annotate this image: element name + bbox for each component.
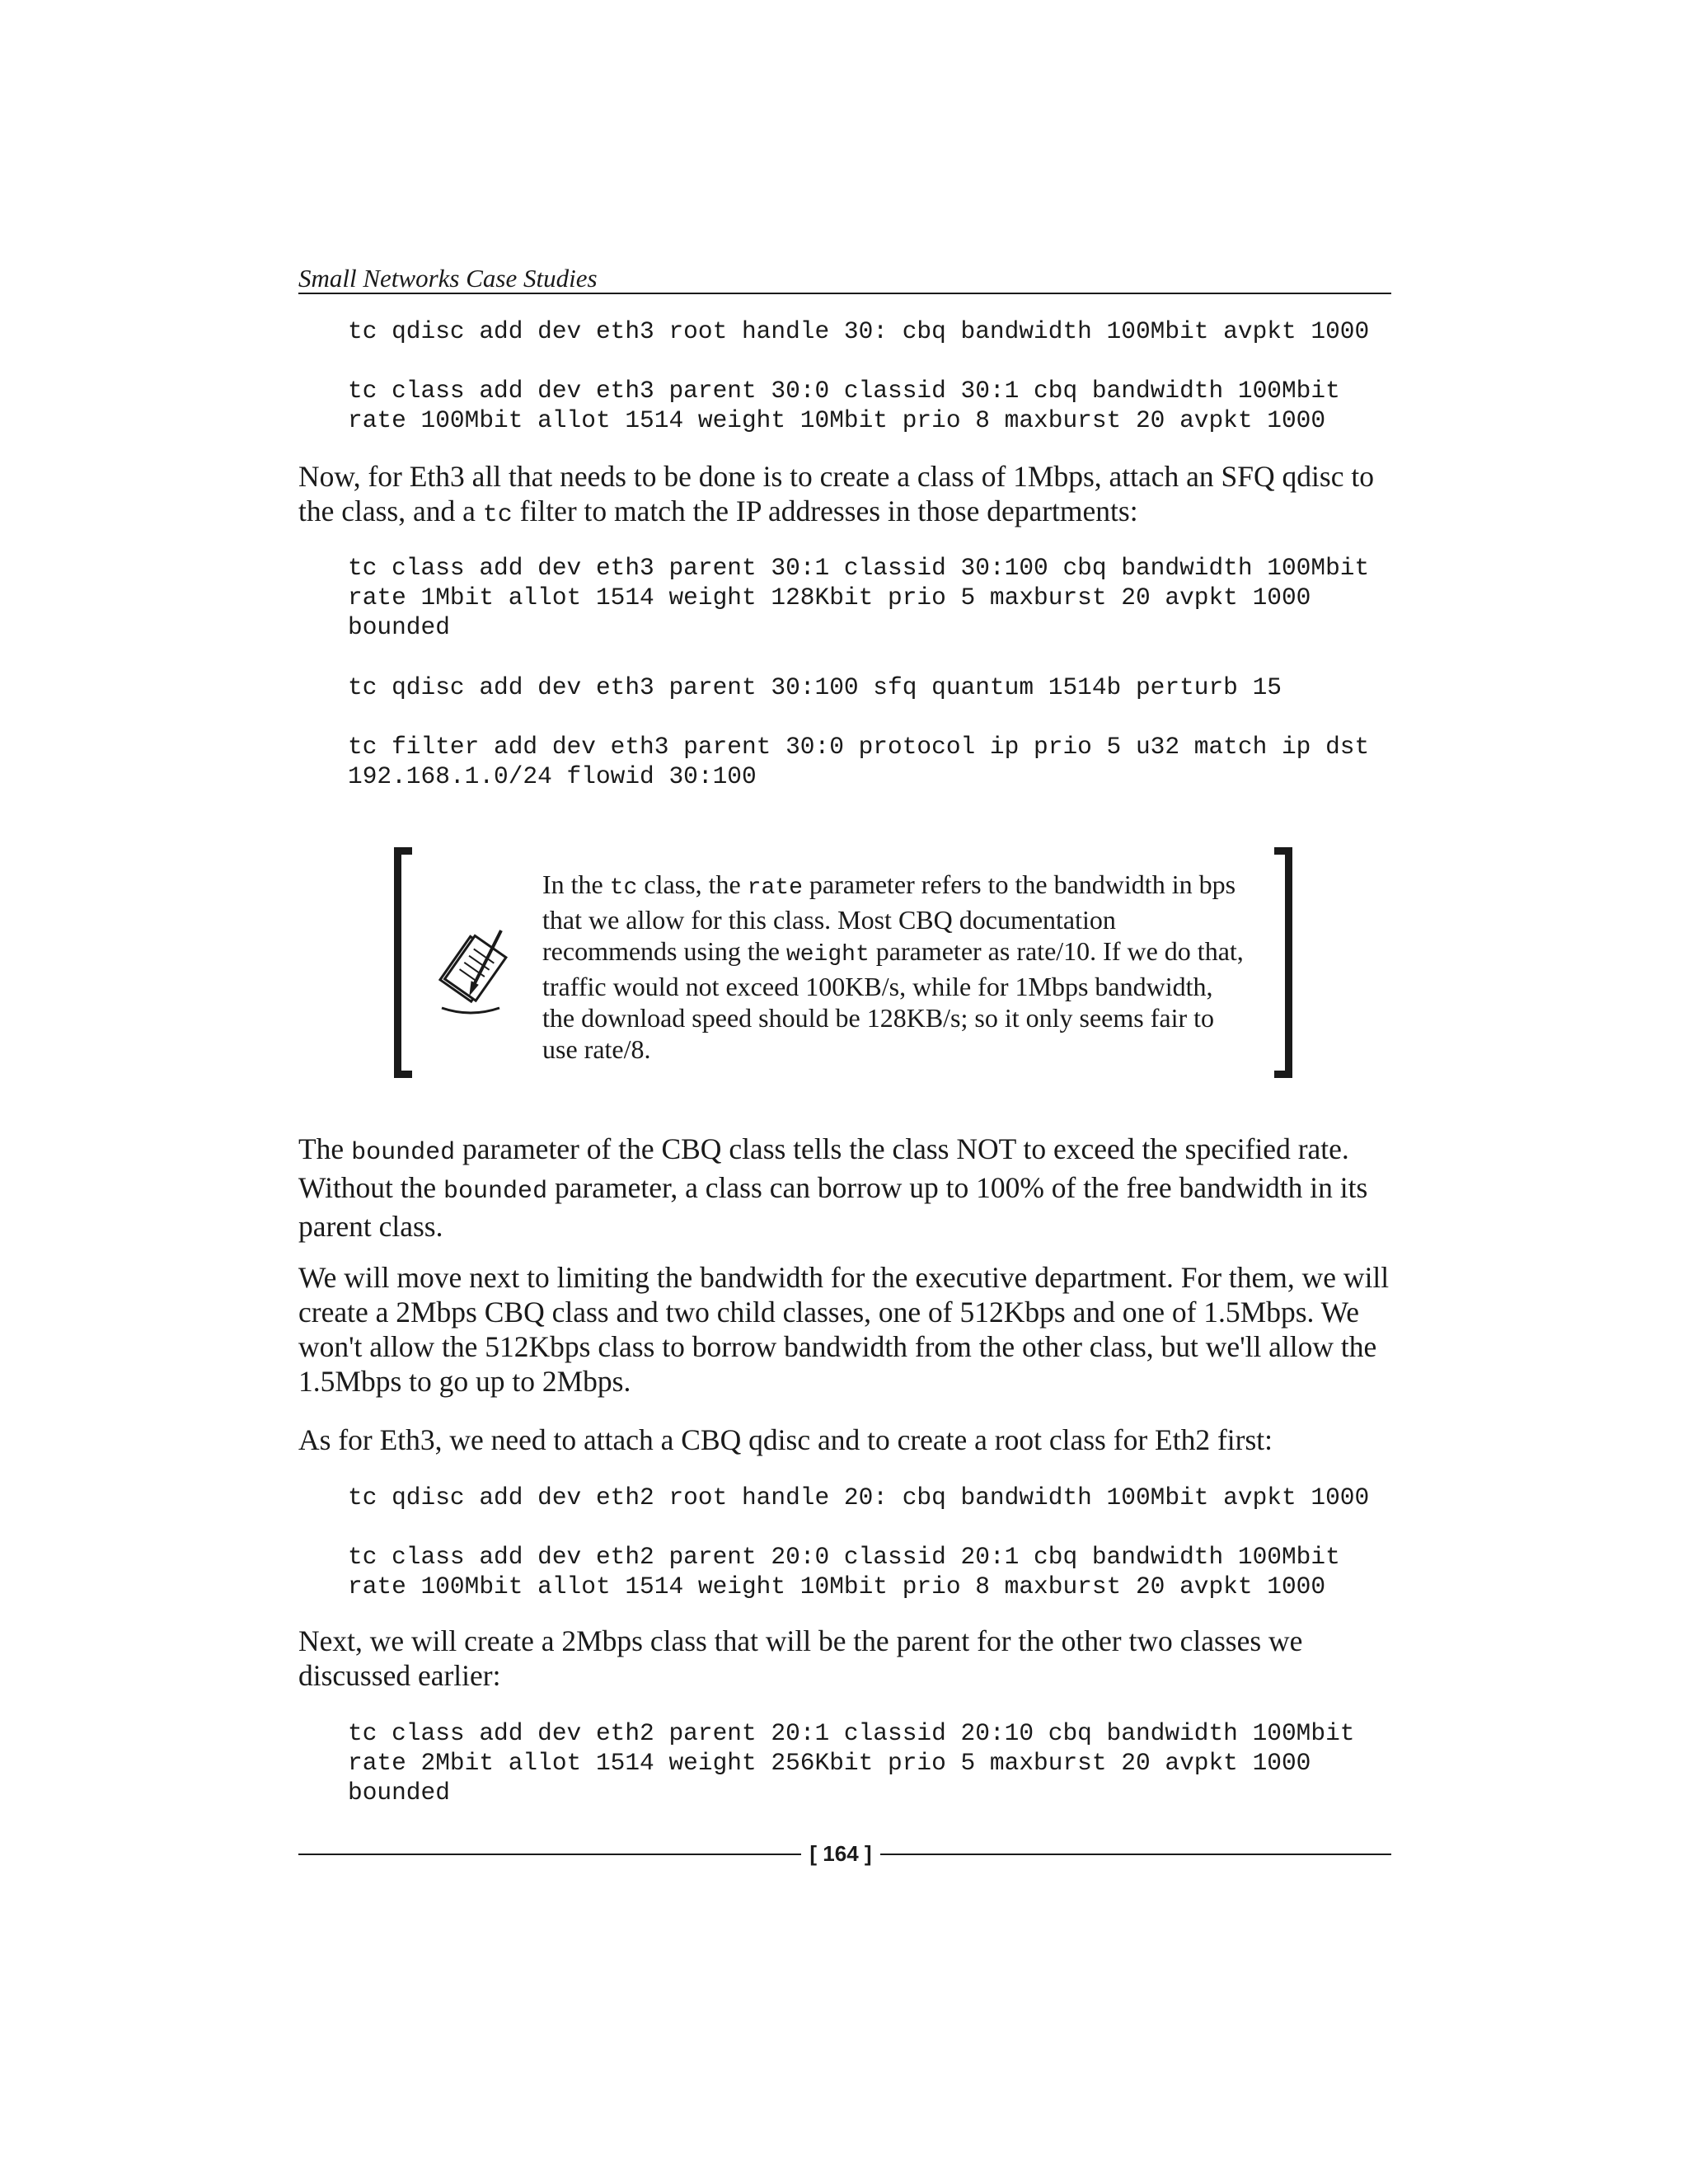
text-run: The [298,1132,352,1165]
text-run: parameter refers to the bandwidth in bps that we allow for this class. Most CBQ documentation recommends using the [542,869,1236,966]
code-block-class-eth3-root: tc class add dev eth3 parent 30:0 classid 30:1 cbq bandwidth 100Mbit rate 100Mbit allot 1514 weight 10Mbit prio 8 maxburst 20 avpkt 1000 [348,377,1340,434]
text-run: In the [542,869,610,899]
footer-rule-right [880,1854,1391,1855]
paragraph-bounded [298,1132,1395,1244]
text-run: filter to match the IP addresses in those departments: [512,494,1138,527]
note-bracket-left [394,847,412,1078]
code-block-qdisc-eth2: tc qdisc add dev eth2 root handle 20: cbq bandwidth 100Mbit avpkt 1000 [348,1483,1370,1511]
text-run: Now, for Eth3 all that needs to be done is to create a class of 1Mbps, attach an SFQ qdisc to the class, and a [298,460,1374,527]
notes-icon [425,926,516,1024]
paragraph-eth2-intro: As for Eth3, we need to attach a CBQ qdisc and to create a root class for Eth2 first: [298,1423,1273,1456]
text-run: parameter, a class can borrow up to 100% of the free bandwidth in its parent class. [298,1171,1368,1243]
inline-code: tc [609,875,638,901]
footer-rule-left [298,1854,801,1855]
note-box [394,847,1292,1078]
note-bracket-right [1274,847,1292,1078]
inline-code: bounded [351,1139,456,1167]
text-run: class, the [637,869,748,899]
code-block-sfq: tc qdisc add dev eth3 parent 30:100 sfq quantum 1514b perturb 15 [348,673,1282,701]
header-rule [298,293,1391,294]
inline-code: bounded [443,1178,548,1206]
code-block-filter: tc filter add dev eth3 parent 30:0 protocol ip prio 5 u32 match ip dst 192.168.1.0/24 flowid 30:100 [348,733,1370,790]
text-run: parameter as rate/10. If we do that, traffic would not exceed 100KB/s, while for 1Mbps bandwidth, the download speed should be 128KB/s; so it only seems fair to use rate/8. [542,936,1244,1064]
note-text [542,869,1251,1065]
paragraph-2mbps-class: Next, we will create a 2Mbps class that will be the parent for the other two classes we discussed earlier: [298,1624,1303,1692]
code-block-class-eth2-root: tc class add dev eth2 parent 20:0 classid 20:1 cbq bandwidth 100Mbit rate 100Mbit allot 1514 weight 10Mbit prio 8 maxburst 20 avpkt 1000 [348,1543,1340,1601]
page-number: [ 164 ] [809,1841,872,1866]
inline-code: tc [482,501,513,529]
running-header: Small Networks Case Studies [298,264,598,293]
paragraph-eth3-intro [298,459,1395,532]
inline-code: weight [785,942,870,968]
code-block-qdisc-eth3: tc qdisc add dev eth3 root handle 30: cbq bandwidth 100Mbit avpkt 1000 [348,317,1370,345]
code-block-class-eth2-10: tc class add dev eth2 parent 20:1 classid 20:10 cbq bandwidth 100Mbit rate 2Mbit allot 1514 weight 256Kbit prio 5 maxburst 20 avpkt 1000 bounded [348,1719,1355,1807]
code-block-class-eth3-100: tc class add dev eth3 parent 30:1 classid 30:100 cbq bandwidth 100Mbit rate 1Mbit allot 1514 weight 128Kbit prio 5 maxburst 20 avpkt 1000 bounded [348,554,1370,641]
paragraph-executive: We will move next to limiting the bandwidth for the executive department. For them, we will create a 2Mbps CBQ class and two child classes, one of 512Kbps and one of 1.5Mbps. We won't allow the 512Kbps class to borrow bandwidth from the other class, but we'll allow the 1.5Mbps to go up to 2Mbps. [298,1261,1390,1398]
text-run: parameter of the CBQ class tells the class NOT to exceed the specified rate. Without the [298,1132,1349,1204]
inline-code: rate [747,875,803,901]
